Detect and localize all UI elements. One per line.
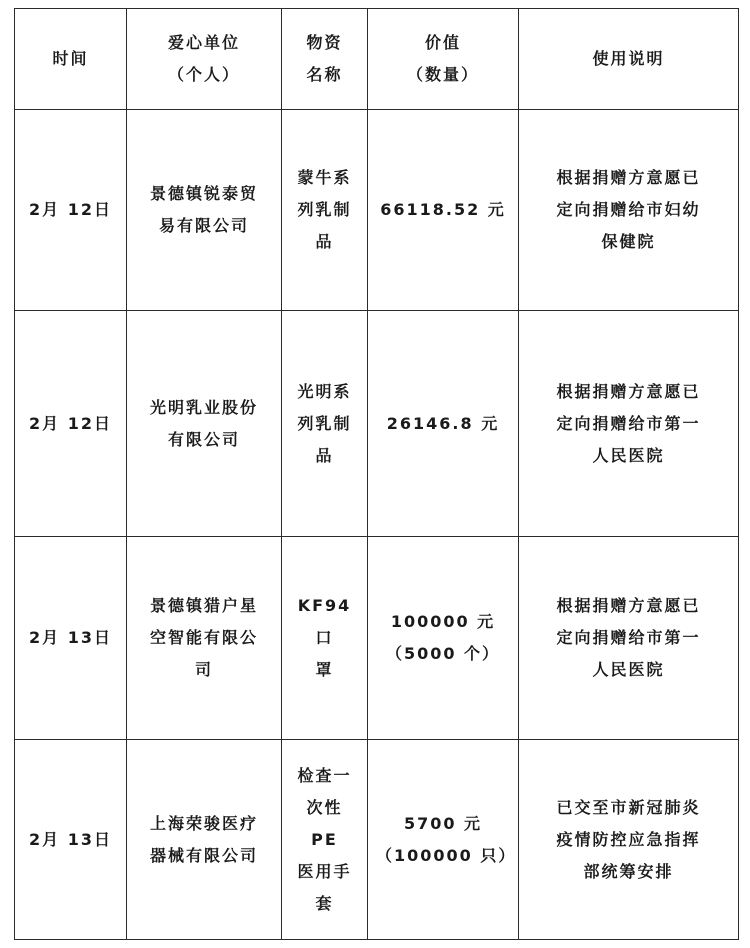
header-item xyxy=(282,9,368,110)
cell-note: 根据捐赠方意愿已 定向捐赠给市妇幼 保健院 xyxy=(519,110,739,311)
cell-item: 光明系 列乳制 品 xyxy=(282,311,368,537)
table-row xyxy=(15,110,739,311)
cell-donor: 光明乳业股份 有限公司 xyxy=(127,311,282,537)
header-value-line2: （数量） xyxy=(406,65,479,84)
cell-value: 26146.8 元 xyxy=(368,311,519,537)
header-item-line2: 名称 xyxy=(306,65,343,84)
cell-item: KF94 口 罩 xyxy=(282,537,368,740)
cell-donor: 上海荣骏医疗 器械有限公司 xyxy=(127,740,282,940)
cell-date: 2月 13日 xyxy=(15,537,127,740)
cell-date: 2月 12日 xyxy=(15,110,127,311)
header-value-line1: 价值 xyxy=(424,33,461,52)
cell-item: 检查一 次性 PE 医用手 套 xyxy=(282,740,368,940)
cell-donor: 景德镇猎户星 空智能有限公 司 xyxy=(127,537,282,740)
cell-date: 2月 12日 xyxy=(15,311,127,537)
header-date: 时间 xyxy=(15,9,127,110)
header-donor xyxy=(127,9,282,110)
cell-date: 2月 13日 xyxy=(15,740,127,940)
cell-value: 100000 元 （5000 个） xyxy=(368,537,519,740)
table-row xyxy=(15,740,739,940)
header-item-line1: 物资 xyxy=(306,33,343,52)
donation-table xyxy=(14,8,739,940)
table-header-row xyxy=(15,9,739,110)
cell-value: 5700 元 （100000 只） xyxy=(368,740,519,940)
cell-donor: 景德镇锐泰贸 易有限公司 xyxy=(127,110,282,311)
cell-note: 根据捐赠方意愿已 定向捐赠给市第一 人民医院 xyxy=(519,311,739,537)
cell-note: 根据捐赠方意愿已 定向捐赠给市第一 人民医院 xyxy=(519,537,739,740)
table-row xyxy=(15,537,739,740)
table-row xyxy=(15,311,739,537)
header-note: 使用说明 xyxy=(519,9,739,110)
header-donor-line1: 爱心单位 xyxy=(167,33,240,52)
cell-value: 66118.52 元 xyxy=(368,110,519,311)
cell-note: 已交至市新冠肺炎 疫情防控应急指挥 部统筹安排 xyxy=(519,740,739,940)
cell-item: 蒙牛系 列乳制 品 xyxy=(282,110,368,311)
header-donor-line2: （个人） xyxy=(167,65,240,84)
header-value xyxy=(368,9,519,110)
